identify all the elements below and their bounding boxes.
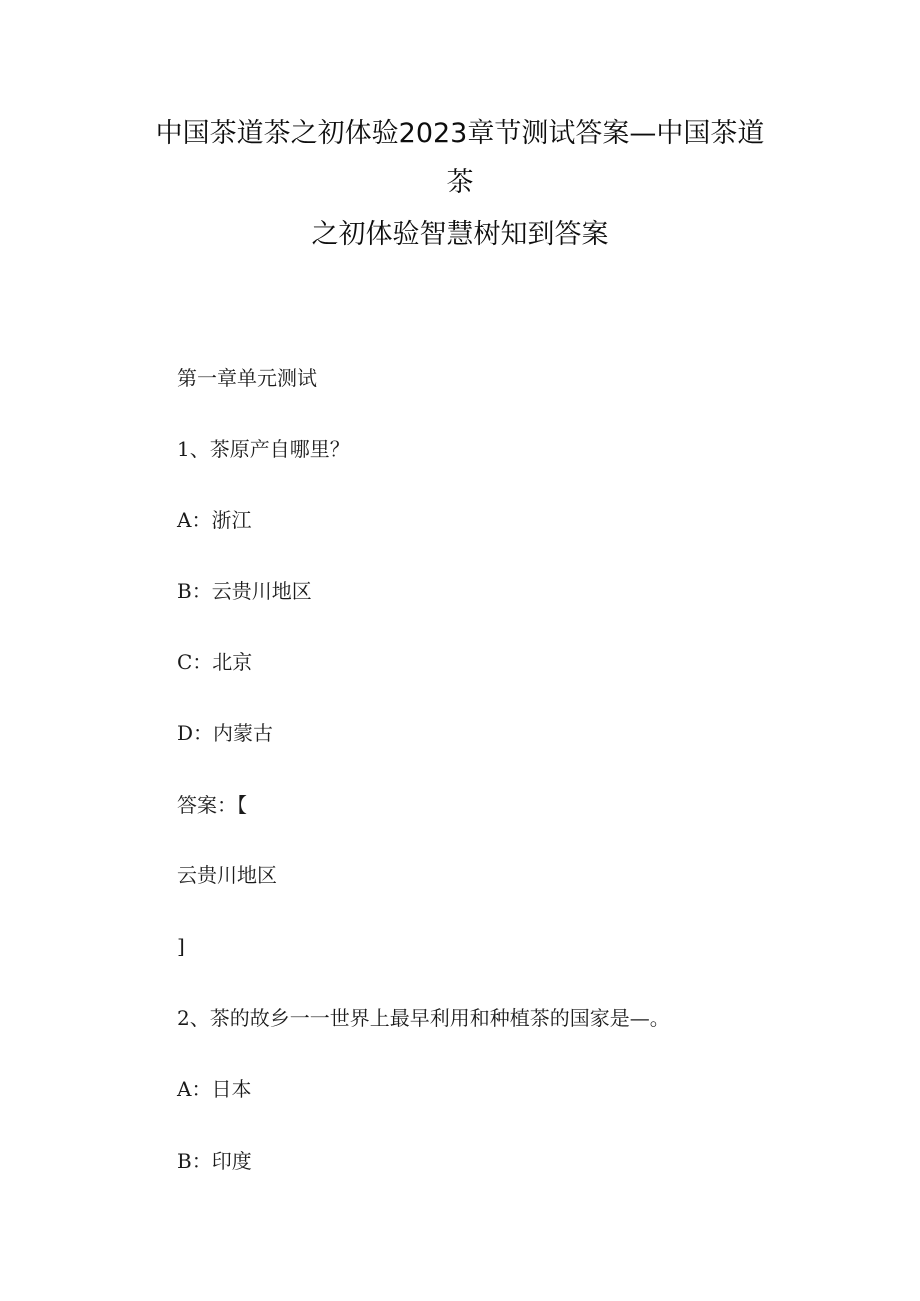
document-title-line-1: 中国茶道茶之初体验2023章节测试答案—中国茶道 xyxy=(155,118,765,149)
question-1-answer-label: 答案：【 xyxy=(177,793,247,817)
chapter-heading: 第一章单元测试 xyxy=(177,366,317,390)
question-1-answer: 云贵川地区 xyxy=(177,863,277,887)
question-2-text: 2、茶的故乡一一世界上最早利用和种植茶的国家是—。 xyxy=(177,1006,670,1030)
question-1-option-a: A：浙江 xyxy=(177,508,252,532)
question-2-option-b: B：印度 xyxy=(177,1149,252,1173)
document-title-line-2: 茶 xyxy=(446,167,474,198)
question-2-option-a: A：日本 xyxy=(177,1077,252,1101)
question-1-option-d: D：内蒙古 xyxy=(177,721,274,745)
question-1-text: 1、茶原产自哪里？ xyxy=(177,437,350,461)
question-1-option-c: C：北京 xyxy=(177,650,253,674)
document-title-line-3: 之初体验智慧树知到答案 xyxy=(311,219,609,250)
question-1-answer-close: ] xyxy=(177,934,185,958)
question-1-option-b: B：云贵川地区 xyxy=(177,579,312,603)
